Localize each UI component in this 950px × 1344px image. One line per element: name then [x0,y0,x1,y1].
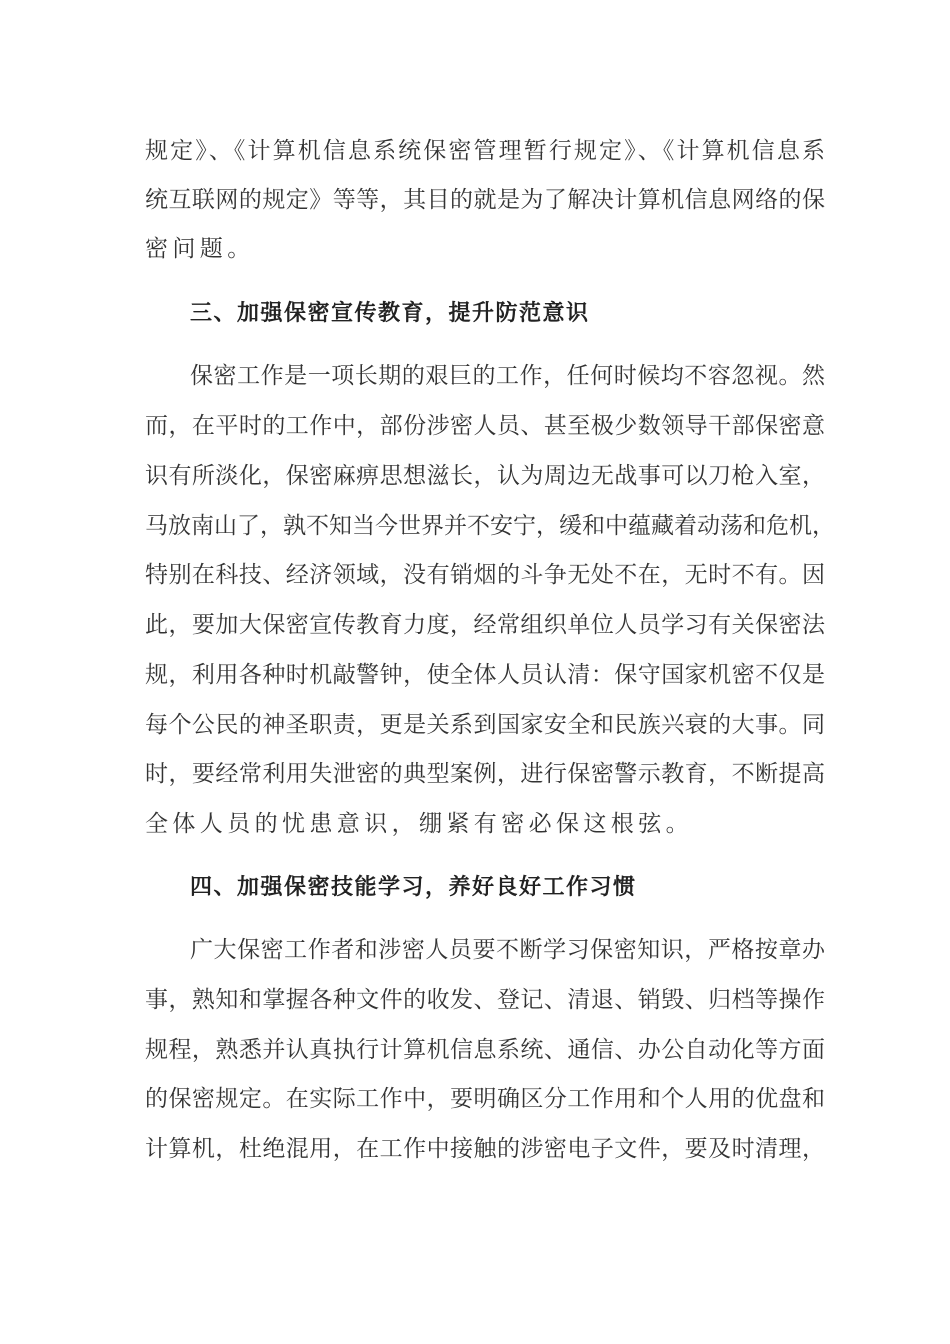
text-line: 每个公民的神圣职责，更是关系到国家安全和民族兴衰的大事。同 [145,712,825,738]
text-line: 识有所淡化，保密麻痹思想滋长，认为周边无战事可以刀枪入室， [145,463,825,489]
section-heading-3: 三、加强保密宣传教育，提升防范意识 [190,301,590,326]
text-line: 规定》、《计算机信息系统保密管理暂行规定》、《计算机信息系 [145,138,825,164]
text-line: 计算机，杜绝混用，在工作中接触的涉密电子文件，要及时清理， [145,1136,825,1162]
text-line: 规程，熟悉并认真执行计算机信息系统、通信、办公自动化等方面 [145,1037,825,1063]
text-line: 事，熟知和掌握各种文件的收发、登记、清退、销毁、归档等操作 [145,987,825,1013]
text-line: 全体人员的忧患意识，绷紧有密必保这根弦。 [145,811,693,837]
text-line: 时，要经常利用失泄密的典型案例，进行保密警示教育，不断提高 [145,761,825,787]
text-line: 保密工作是一项长期的艰巨的工作，任何时候均不容忽视。然 [190,363,825,389]
text-line: 的保密规定。在实际工作中，要明确区分工作用和个人用的优盘和 [145,1086,825,1112]
text-line: 马放南山了，孰不知当今世界并不安宁，缓和中蕴藏着动荡和危机， [145,513,835,539]
text-line: 规，利用各种时机敲警钟，使全体人员认清：保守国家机密不仅是 [145,662,825,688]
text-line: 统互联网的规定》等等，其目的就是为了解决计算机信息网络的保 [145,187,825,213]
text-line: 密问题。 [145,236,255,262]
text-line: 此，要加大保密宣传教育力度，经常组织单位人员学习有关保密法 [145,612,825,638]
text-line: 广大保密工作者和涉密人员要不断学习保密知识，严格按章办 [190,937,825,963]
section-heading-4: 四、加强保密技能学习，养好良好工作习惯 [190,875,637,900]
text-line: 而，在平时的工作中，部份涉密人员、甚至极少数领导干部保密意 [145,413,825,439]
text-line: 特别在科技、经济领域，没有销烟的斗争无处不在，无时不有。因 [145,562,825,588]
